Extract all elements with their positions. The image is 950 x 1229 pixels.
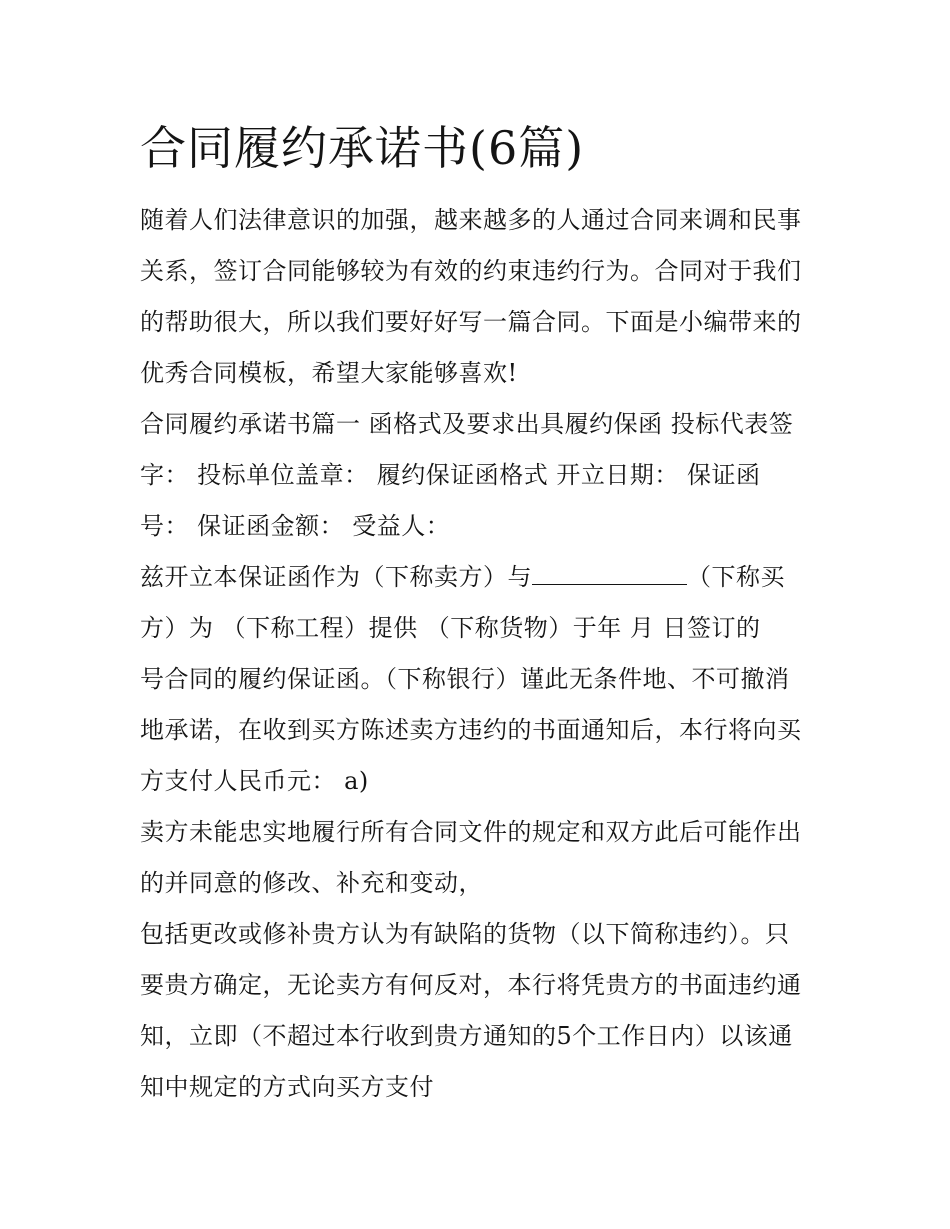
paragraph-line: 方支付人民币元： a) xyxy=(140,767,369,795)
paragraph-line: 知，立即（不超过本行收到贵方通知的5个工作日内）以该通 xyxy=(140,1022,793,1050)
paragraph-line-with-blank xyxy=(140,560,785,594)
paragraph-line: 关系，签订合同能够较为有效的约束违约行为。合同对于我们 xyxy=(140,257,802,285)
document-title: 合同履约承诺书(6篇) xyxy=(140,121,585,175)
paragraph-line: 字： 投标单位盖章： 履约保证函格式 开立日期： 保证函 xyxy=(140,461,761,489)
paragraph-line: 方）为 （下称工程）提供 （下称货物）于年 月 日签订的 xyxy=(140,614,761,642)
paragraph-text: 兹开立本保证函作为（下称卖方）与 xyxy=(140,563,532,591)
paragraph-line: 的并同意的修改、补充和变动， xyxy=(140,869,483,897)
paragraph-line: 要贵方确定，无论卖方有何反对，本行将凭贵方的书面违约通 xyxy=(140,971,802,999)
fill-in-blank xyxy=(532,562,687,585)
paragraph-line: 卖方未能忠实地履行所有合同文件的规定和双方此后可能作出 xyxy=(140,818,802,846)
paragraph-line: 的帮助很大，所以我们要好好写一篇合同。下面是小编带来的 xyxy=(140,308,802,336)
paragraph-line: 号： 保证函金额： 受益人： xyxy=(140,512,451,540)
paragraph-line: 优秀合同模板，希望大家能够喜欢! xyxy=(140,359,518,387)
paragraph-line: 合同履约承诺书篇一 函格式及要求出具履约保函 投标代表签 xyxy=(140,410,794,438)
paragraph-line: 随着人们法律意识的加强，越来越多的人通过合同来调和民事 xyxy=(140,206,802,234)
paragraph-line: 包括更改或修补贵方认为有缺陷的货物（以下简称违约）。只 xyxy=(140,920,790,948)
paragraph-line: 地承诺，在收到买方陈述卖方违约的书面通知后，本行将向买 xyxy=(140,716,802,744)
paragraph-line: 知中规定的方式向买方支付 xyxy=(140,1073,434,1101)
paragraph-text: （下称买 xyxy=(687,563,785,591)
paragraph-line: 号合同的履约保证函。（下称银行）谨此无条件地、不可撤消 xyxy=(140,665,790,693)
